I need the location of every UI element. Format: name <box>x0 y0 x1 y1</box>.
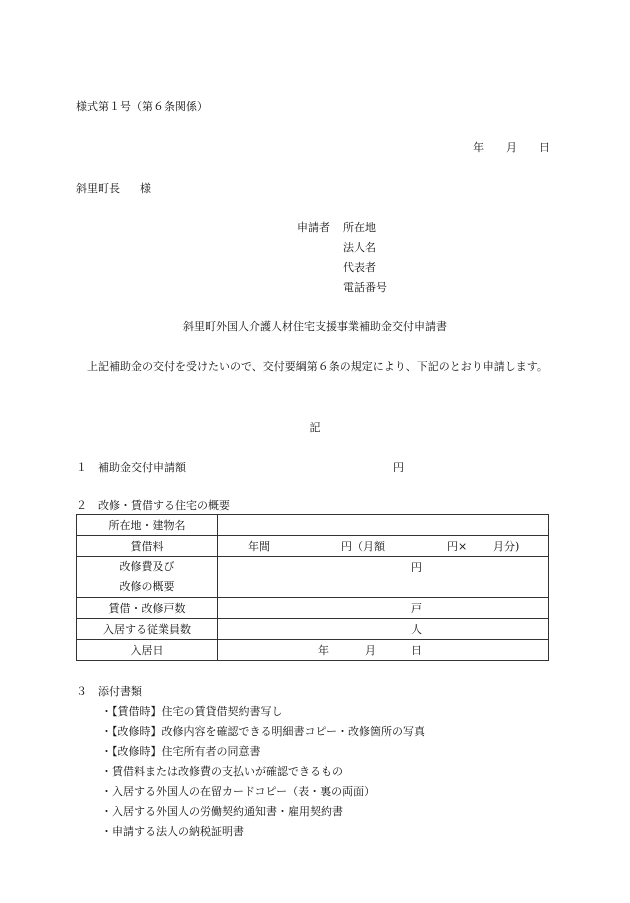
attachment-item: ・賃借料または改修費の支払いが確認できるもの <box>101 765 343 778</box>
document-title: 斜里町外国人介護人材住宅支援事業補助金交付申請書 <box>183 320 447 333</box>
section2-label: ２ 改修・賃借する住宅の概要 <box>76 499 230 512</box>
rent-yen-times-label: 円× <box>447 540 468 553</box>
attachment-item: ・入居する外国人の労働契約通知書・雇用契約書 <box>101 805 343 818</box>
addressee-suffix: 様 <box>140 182 151 195</box>
renovation-label-line2: 改修の概要 <box>119 580 175 593</box>
ki-heading: 記 <box>309 421 321 434</box>
rent-value[interactable] <box>218 536 549 557</box>
rent-label: 賃借料 <box>77 536 218 557</box>
date-line <box>473 139 550 155</box>
units-value[interactable] <box>218 598 549 619</box>
attachment-item: ・【賃借時】住宅の賃貸借契約書写し <box>101 705 283 718</box>
applicant-label: 申請者 <box>297 221 330 234</box>
rent-months-label: 月分) <box>493 540 520 553</box>
attachment-item: ・入居する外国人の在留カードコピー（表・裏の両面） <box>101 785 376 798</box>
form-number: 様式第１号（第６条関係） <box>76 100 208 113</box>
row-rent <box>77 536 549 557</box>
renovation-value[interactable] <box>218 557 549 598</box>
date-year: 年 <box>473 141 484 154</box>
applicant-phone-label: 電話番号 <box>343 281 387 294</box>
section1-label: １ 補助金交付申請額 <box>76 461 186 474</box>
row-location <box>77 515 549 536</box>
attachment-item: ・【改修時】改修内容を確認できる明細書コピー・改修箇所の写真 <box>101 725 426 738</box>
attachment-item: ・【改修時】住宅所有者の同意書 <box>101 745 261 758</box>
movein-day-label: 日 <box>411 644 422 657</box>
date-day: 日 <box>539 141 550 154</box>
renovation-label-line1: 改修費及び <box>119 560 175 573</box>
employees-label: 入居する従業員数 <box>77 619 218 640</box>
addressee-name: 斜里町長 <box>76 182 120 195</box>
body-text: 上記補助金の交付を受けたいので、交付要綱第６条の規定により、下記のとおり申請します。 <box>87 360 548 373</box>
attachment-item: ・申請する法人の納税証明書 <box>101 825 244 838</box>
section1-yen-unit: 円 <box>393 461 404 474</box>
movein-label: 入居日 <box>77 640 218 661</box>
movein-value[interactable] <box>218 640 549 661</box>
applicant-corporation-label: 法人名 <box>343 241 376 254</box>
applicant-address-label: 所在地 <box>343 221 376 234</box>
units-label: 賃借・改修戸数 <box>77 598 218 619</box>
row-renovation <box>77 557 549 598</box>
units-unit: 戸 <box>411 602 422 615</box>
location-label: 所在地・建物名 <box>77 515 218 536</box>
employees-unit: 人 <box>411 623 422 636</box>
housing-overview-table <box>76 514 549 661</box>
row-movein <box>77 640 549 661</box>
renovation-label <box>77 557 218 598</box>
rent-year-label: 年間 <box>248 540 270 553</box>
employees-value[interactable] <box>218 619 549 640</box>
section3-label: ３ 添付書類 <box>76 685 142 698</box>
date-month: 月 <box>506 141 517 154</box>
location-value[interactable] <box>218 515 549 536</box>
addressee <box>76 180 151 196</box>
row-units <box>77 598 549 619</box>
row-employees <box>77 619 549 640</box>
renovation-yen-unit: 円 <box>411 561 422 574</box>
rent-yen-month-label: 円（月額 <box>341 540 385 553</box>
applicant-representative-label: 代表者 <box>343 261 376 274</box>
movein-year-label: 年 <box>318 644 329 657</box>
movein-month-label: 月 <box>365 644 376 657</box>
